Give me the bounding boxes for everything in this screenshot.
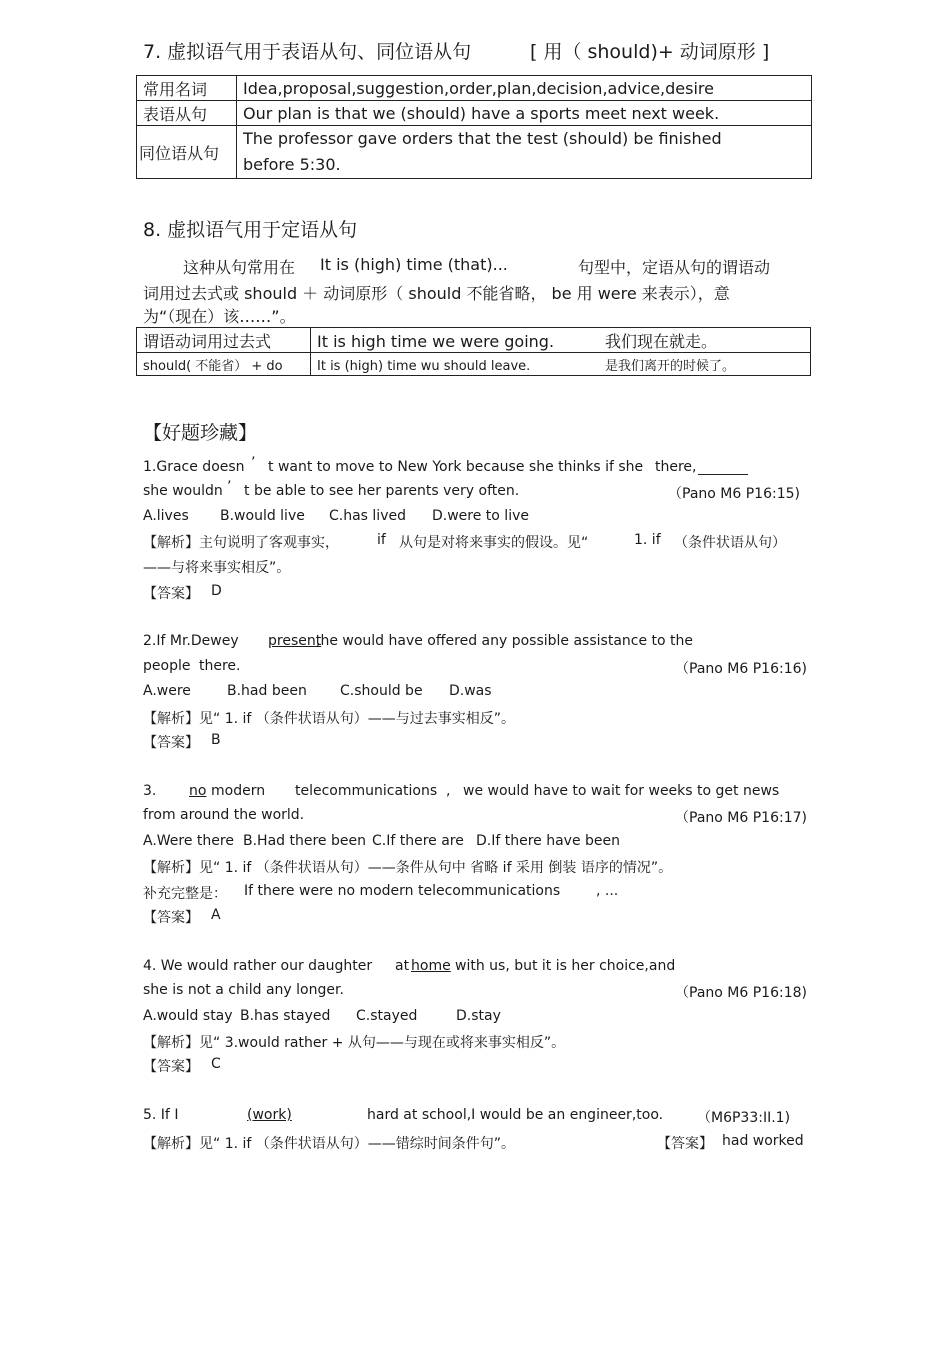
table-cell-label: 同位语从句 [137, 126, 237, 179]
q4-option: A.would stay [143, 1008, 233, 1024]
table-cell-content: Our plan is that we (should) have a sports meet next week. [237, 101, 812, 126]
table-cell-label: 谓语动词用过去式 [137, 328, 311, 353]
q3-text: from around the world. [143, 807, 305, 823]
table-row [137, 76, 812, 101]
q5-text: 5. If I [143, 1107, 179, 1123]
q4-option: B.has stayed [240, 1008, 331, 1024]
q3-text: we would have to wait for weeks to get news [463, 783, 780, 799]
q1-text: t be able to see her parents very often. [244, 483, 520, 499]
q5-underlined [203, 1107, 306, 1123]
q2-text: 2.If Mr.Dewey [143, 633, 239, 649]
collection-heading: 【好题珍藏】 [143, 422, 258, 444]
q3-text: modern [211, 783, 266, 799]
q1-option: C.has lived [329, 508, 406, 524]
q3-answer-label: 【答案】 [143, 910, 199, 926]
q1-analysis: 1. if [634, 532, 661, 548]
q2-answer: B [211, 732, 221, 748]
q1-analysis: 【解析】主句说明了客观事实， [143, 535, 339, 551]
q2-option: A.were [143, 683, 191, 699]
table-row [137, 353, 811, 376]
q1-analysis: 从句是对将来事实的假设。见“ [399, 535, 589, 551]
q5-text: hard at school,I would be an engineer,too. [367, 1107, 664, 1123]
q3-option: D.If there have been [476, 833, 621, 849]
q1-text: there, [655, 459, 697, 475]
section-8-heading: 8. 虚拟语气用于定语从句 [143, 219, 358, 241]
q4-text: with us, but it is her choice,and [455, 958, 676, 974]
translation: 是我们离开的时候了。 [605, 358, 736, 374]
q3-supplement: 补充完整是： [143, 886, 227, 902]
q1-option: A.lives [143, 508, 189, 524]
q3-source: （Pano M6 P16:17) [675, 810, 807, 826]
q2-option: B.had been [227, 683, 307, 699]
q2-text: ,he would have offered any possible assistance to the [316, 633, 694, 649]
q2-analysis: 【解析】见“ 1. if （条件状语从句）——与过去事实相反”。 [143, 711, 516, 727]
q5-underlined-text: (work) [247, 1107, 292, 1123]
q2-text: there. [199, 658, 241, 674]
para-text: 这种从句常用在 [183, 258, 296, 277]
table-cell-content [237, 126, 812, 179]
section-7-heading-note: [ 用（ should)+ 动词原形 ] [530, 41, 770, 63]
table-row [137, 101, 812, 126]
q1-answer: D [211, 583, 222, 599]
q1-answer-label: 【答案】 [143, 586, 199, 602]
q4-answer-label: 【答案】 [143, 1059, 199, 1075]
q1-option: D.were to live [432, 508, 529, 524]
q2-option: D.was [449, 683, 492, 699]
q4-underlined-text: home [411, 958, 451, 974]
q4-analysis: 【解析】见“ 3.would rather + 从句——与现在或将来事实相反”。 [143, 1035, 566, 1051]
q3-analysis: 【解析】见“ 1. if （条件状语从句）——条件从句中 省略 if 采用 倒装 语序的情况”。 [143, 860, 673, 876]
q3-underlined-text: no [189, 783, 207, 799]
q3-answer: A [211, 907, 221, 923]
q1-text: she wouldn [143, 483, 223, 499]
section-7-table [136, 75, 812, 179]
para-text: 句型中，定语从句的谓语动 [578, 258, 771, 277]
q1-option: B.would live [220, 508, 305, 524]
q3-option: B.Had there been [243, 833, 366, 849]
table-cell-label: 表语从句 [137, 101, 237, 126]
example-sentence: It is high time we were going. [317, 331, 555, 351]
q2-option: C.should be [340, 683, 423, 699]
q3-option: C.If there are [372, 833, 464, 849]
table-cell-line: before 5:30. [243, 155, 341, 174]
answer-blank [698, 474, 748, 475]
q1-text: t want to move to New York because she thinks if she [268, 459, 644, 475]
table-cell-content [311, 328, 811, 353]
q3-text: , [446, 783, 451, 799]
q2-text: people [143, 658, 191, 674]
para-text: 词用过去式或 should ＋ 动词原形（ should 不能省略， be 用 were 来表示），意 [143, 284, 730, 303]
q5-answer: had worked [722, 1133, 804, 1149]
q3-underlined [164, 783, 206, 799]
q4-text: 4. We would rather our daughter [143, 958, 373, 974]
q4-option: C.stayed [356, 1008, 418, 1024]
q3-text: 3. [143, 783, 157, 799]
q1-analysis: （条件状语从句） [674, 535, 786, 551]
table-cell-content: Idea,proposal,suggestion,order,plan,decision,advice,desire [237, 76, 812, 101]
q1-analysis: if [377, 532, 386, 548]
q3-option: A.Were there [143, 833, 234, 849]
q5-analysis: 【解析】见“ 1. if （条件状语从句）——错综时间条件句”。 [143, 1136, 516, 1152]
q1-text: 1.Grace doesn [143, 459, 245, 475]
section-8-table [136, 327, 811, 376]
q4-text: at [395, 958, 410, 974]
example-sentence: It is (high) time wu should leave. [317, 358, 531, 374]
table-cell-label: should( 不能省） + do [137, 353, 311, 376]
q3-supplement: If there were no modern telecommunications [244, 883, 561, 899]
table-row [137, 328, 811, 353]
q4-answer: C [211, 1056, 221, 1072]
q2-answer-label: 【答案】 [143, 735, 199, 751]
q4-option: D.stay [456, 1008, 501, 1024]
q4-text: she is not a child any longer. [143, 982, 344, 998]
q2-underlined [260, 633, 321, 649]
q1-apostrophe: ’ [227, 479, 232, 495]
table-cell-content [311, 353, 811, 376]
table-cell-line: The professor gave orders that the test (should) be finished [243, 129, 722, 148]
q1-analysis: ——与将来事实相反”。 [143, 560, 291, 576]
translation: 我们现在就走。 [605, 331, 718, 351]
q4-underlined [409, 958, 455, 974]
q3-text: telecommunications [295, 783, 438, 799]
table-row [137, 126, 812, 179]
table-cell-label: 常用名词 [137, 76, 237, 101]
q2-source: （Pano M6 P16:16) [675, 661, 807, 677]
q1-apostrophe: ’ [251, 455, 256, 471]
para-text: It is (high) time (that)... [320, 255, 508, 274]
q4-source: （Pano M6 P16:18) [675, 985, 807, 1001]
q1-source: （Pano M6 P16:15) [668, 486, 800, 502]
para-text: 为“（现在）该……”。 [143, 307, 296, 326]
q2-underlined-text: present [268, 633, 322, 649]
q5-source: （M6P33:II.1) [697, 1110, 791, 1126]
section-7-heading: 7. 虚拟语气用于表语从句、同位语从句 [143, 41, 472, 63]
q5-answer-label: 【答案】 [657, 1136, 713, 1152]
q3-supplement: , ... [596, 883, 619, 899]
